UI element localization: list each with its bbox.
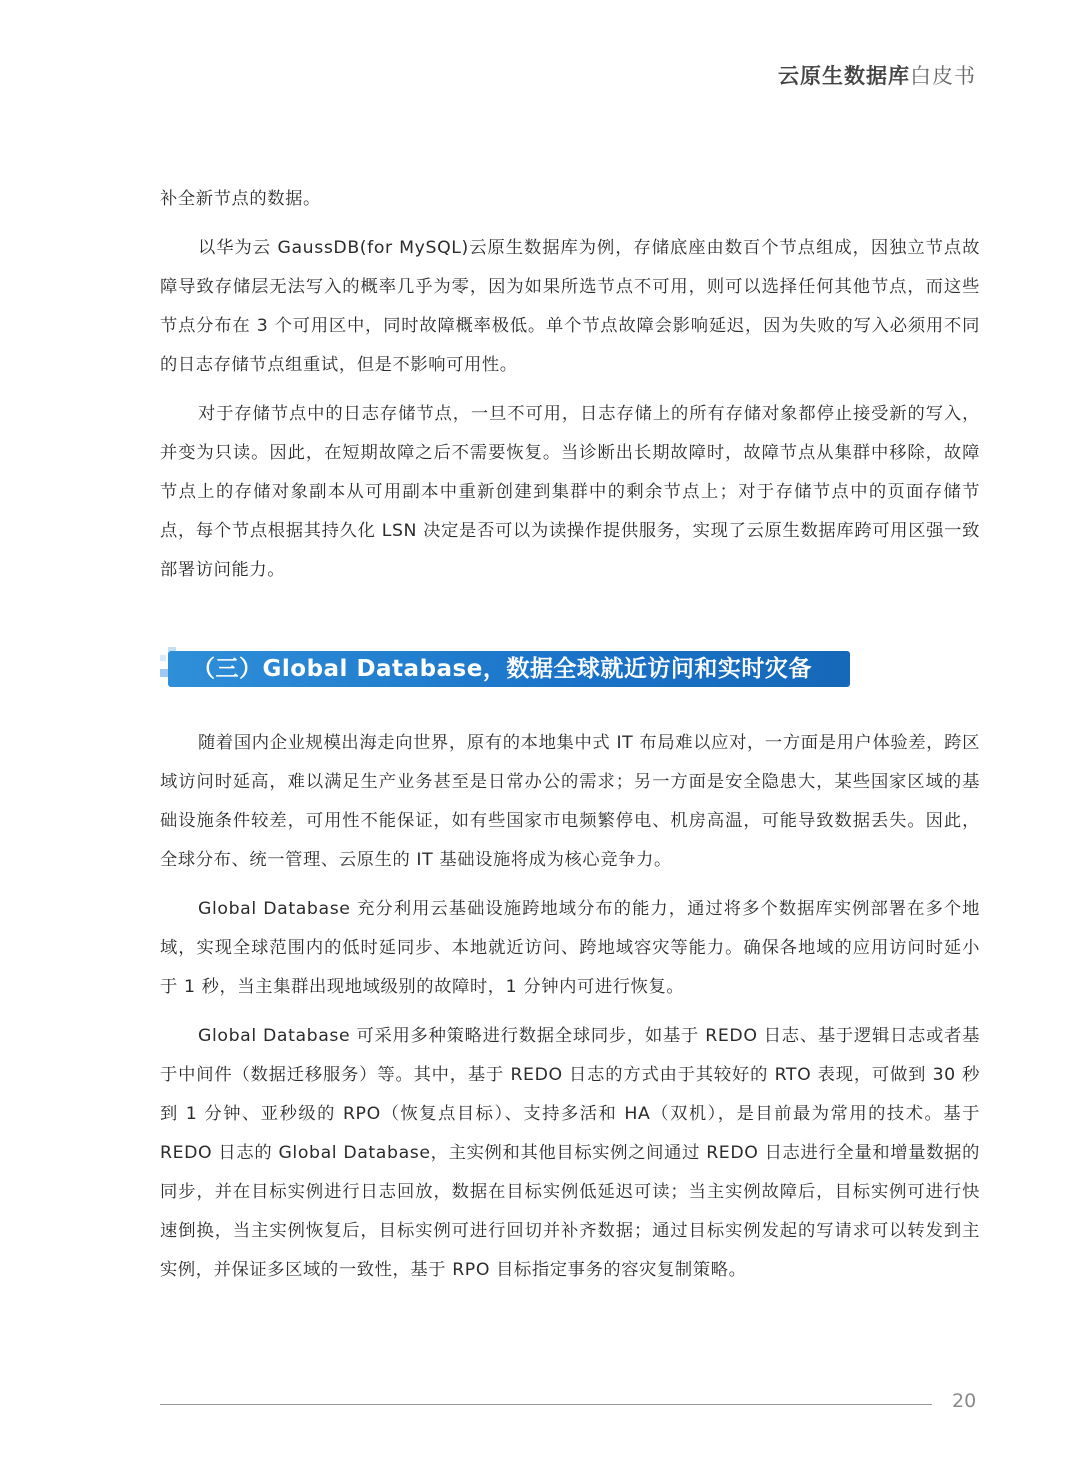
page-number: 20 [952, 1390, 977, 1412]
paragraph: 以华为云 GaussDB(for MySQL)云原生数据库为例，存储底座由数百个节点组成，因独立节点故障导致存储层无法写入的概率几乎为零，因为如果所选节点不可用，则可以选择任何其他节点，而这些节点分布在 3 个可用区中，同时故障概率极低。单个节点故障会影响延迟，因为失败的写入必须用不同的日志存储节点组重试，但是不影响可用性。 [160, 238, 980, 375]
paragraph: 对于存储节点中的日志存储节点，一旦不可用，日志存储上的所有存储对象都停止接受新的写入，并变为只读。因此，在短期故障之后不需要恢复。当诊断出长期故障时，故障节点从集群中移除，故障节点上的存储对象副本从可用副本中重新创建到集群中的剩余节点上；对于存储节点中的页面存储节点，每个节点根据其持久化 LSN 决定是否可以为读操作提供服务，实现了云原生数据库跨可用区强一致部署访问能力。 [160, 404, 980, 580]
paragraph: 随着国内企业规模出海走向世界，原有的本地集中式 IT 布局难以应对，一方面是用户体验差，跨区域访问时延高，难以满足生产业务甚至是日常办公的需求；另一方面是安全隐患大，某些国家区域的基础设施条件较差，可用性不能保证，如有些国家市电频繁停电、机房高温，可能导致数据丢失。因此，全球分布、统一管理、云原生的 IT 基础设施将成为核心竞争力。 [160, 733, 980, 870]
section-heading: （三）Global Database，数据全球就近访问和实时灾备 [192, 656, 812, 682]
header-title-bold: 云原生数据库 [778, 64, 910, 88]
paragraph: Global Database 可采用多种策略进行数据全球同步，如基于 REDO 日志、基于逻辑日志或者基于中间件（数据迁移服务）等。其中，基于 REDO 日志的方式由于其较好的 RTO 表现，可做到 30 秒到 1 分钟、亚秒级的 RPO（恢复点目标）、支持多活和 HA（双机），是目前最为常用的技术。基于 REDO 日志的 Global Database，主实例和其他目标实例之间通过 REDO 日志进行全量和增量数据的同步，并在目标实例进行日志回放，数据在目标实例低延迟可读；当主实例故障后，目标实例可进行快速倒换，当主实例恢复后，目标实例可进行回切并补齐数据；通过目标实例发起的写请求可以转发到主实例，并保证多区域的一致性，基于 RPO 目标指定事务的容灾复制策略。 [160, 1026, 980, 1280]
section-heading-banner [160, 647, 850, 689]
header-title [778, 60, 976, 90]
header-title-light: 白皮书 [910, 64, 976, 88]
section2-body [160, 724, 980, 1290]
footer-divider [160, 1404, 932, 1405]
paragraph: 补全新节点的数据。 [160, 189, 321, 209]
section1-body [160, 180, 980, 590]
paragraph: Global Database 充分利用云基础设施跨地域分布的能力，通过将多个数据库实例部署在多个地域，实现全球范围内的低时延同步、本地就近访问、跨地域容灾等能力。确保各地域的应用访问时延小于 1 秒，当主集群出现地域级别的故障时，1 分钟内可进行恢复。 [160, 899, 980, 997]
